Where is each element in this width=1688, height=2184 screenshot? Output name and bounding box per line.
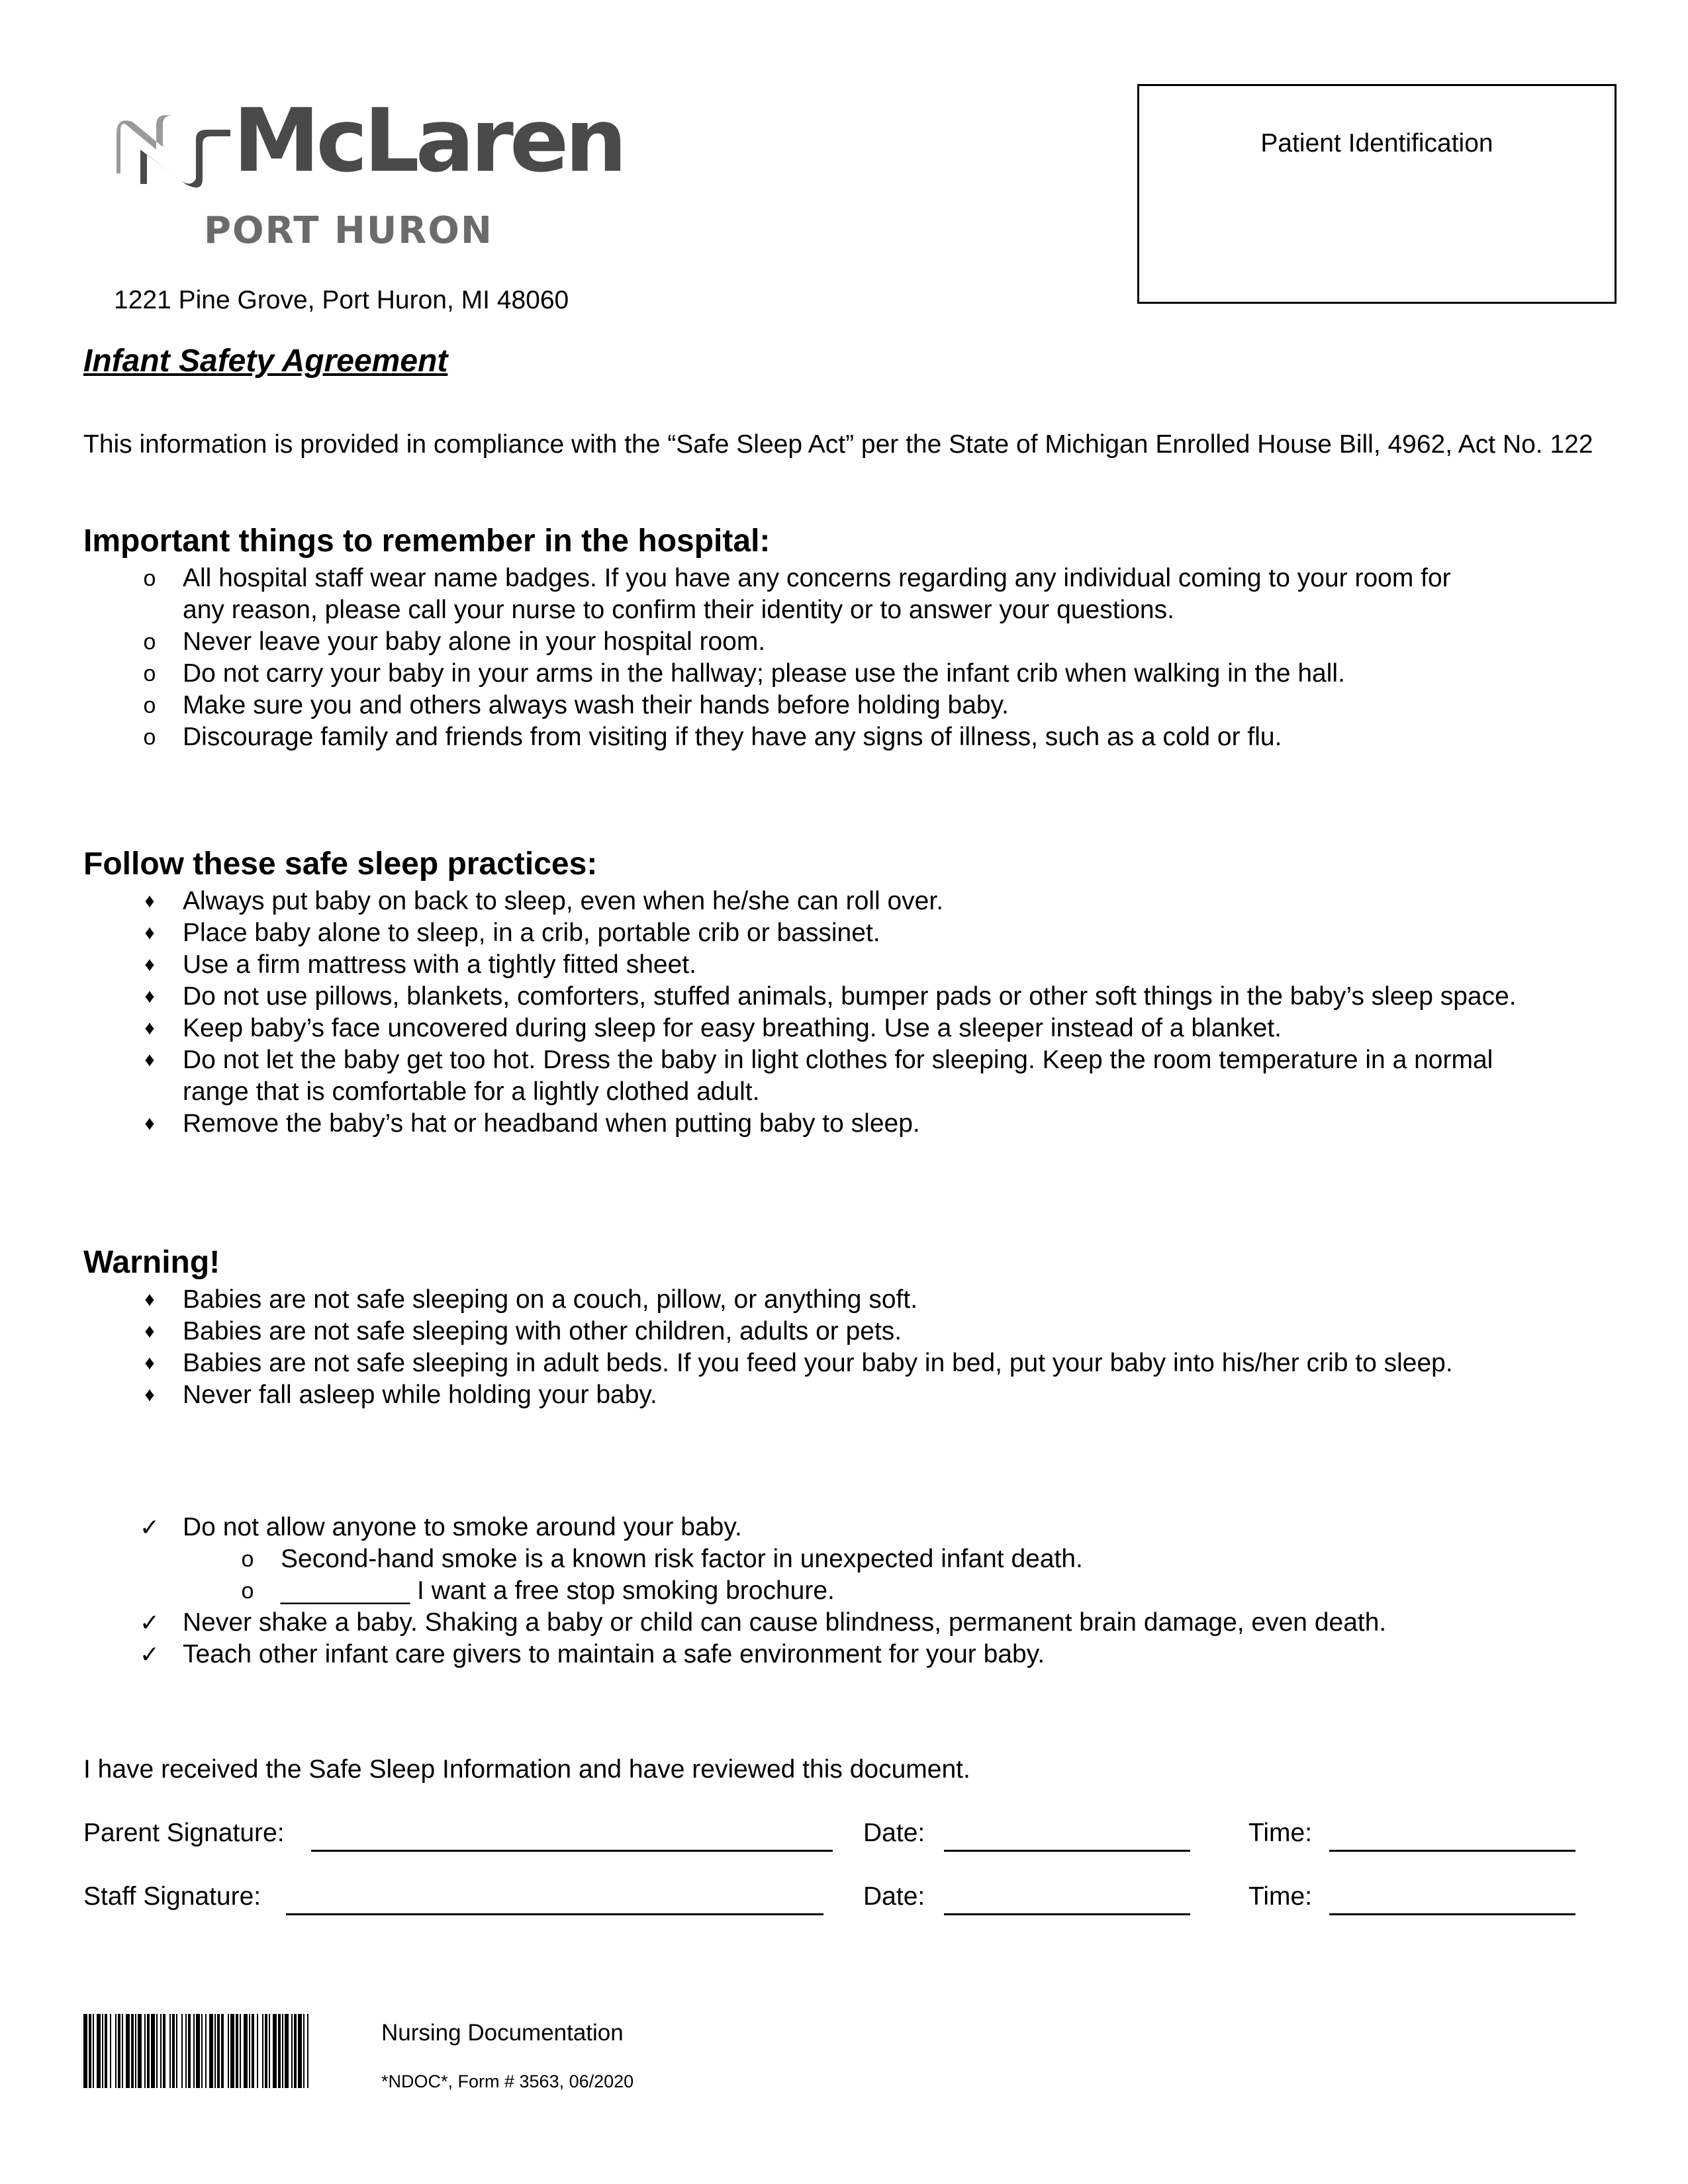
circle-bullet-icon: o [241, 1547, 254, 1572]
list-item-text: Keep baby’s face uncovered during sleep for easy breathing. Use a sleeper instead of a blanket. [183, 1014, 1282, 1042]
barcode-icon [83, 2014, 308, 2088]
checkmark-icon: ✓ [139, 1641, 160, 1668]
staff-date-field[interactable] [944, 1913, 1190, 1915]
acknowledgment-statement: I have received the Safe Sleep Information and have reviewed this document. [83, 1755, 970, 1784]
hospital-section-heading: Important things to remember in the hospital: [83, 523, 771, 559]
brochure-request-text[interactable]: _________ I want a free stop smoking brochure. [281, 1576, 835, 1605]
parent-signature-field[interactable] [311, 1850, 833, 1852]
warning-section-heading: Warning! [83, 1245, 220, 1280]
staff-time-label: Time: [1248, 1882, 1313, 1911]
diamond-bullet-icon: ♦ [144, 954, 155, 976]
checkmark-icon: ✓ [139, 1514, 160, 1541]
list-item [83, 949, 1626, 981]
checklist-item [83, 1512, 1626, 1543]
parent-time-field[interactable] [1329, 1850, 1575, 1852]
diamond-bullet-icon: ♦ [144, 1049, 155, 1071]
list-item-text: Place baby alone to sleep, in a crib, portable crib or bassinet. [183, 919, 880, 947]
list-item-text: Do not carry your baby in your arms in the hallway; please use the infant crib when walking in the hall. [183, 659, 1345, 688]
safe-sleep-section-heading: Follow these safe sleep practices: [83, 846, 598, 882]
list-item-text: Do not use pillows, blankets, comforters, stuffed animals, bumper pads or other soft things in the baby’s sleep space. [183, 982, 1517, 1011]
list-item-text: Remove the baby’s hat or headband when putting baby to sleep. [183, 1109, 920, 1138]
form-number: *NDOC*, Form # 3563, 06/2020 [381, 2071, 634, 2091]
diamond-bullet-icon: ♦ [144, 1352, 155, 1374]
mclaren-logo [114, 90, 624, 263]
list-item-text: Make sure you and others always wash their hands before holding baby. [183, 691, 1009, 719]
list-item [83, 626, 1507, 658]
barcode-graphic [83, 2014, 308, 2088]
diamond-bullet-icon: ♦ [144, 1320, 155, 1342]
list-item-text: Use a firm mattress with a tightly fitted sheet. [183, 950, 696, 979]
parent-date-label: Date: [863, 1819, 925, 1847]
list-item-text: Never fall asleep while holding your baby. [183, 1381, 657, 1409]
circle-bullet-icon: o [241, 1578, 254, 1604]
diamond-bullet-icon: ♦ [144, 1384, 155, 1406]
checklist-item-text: Do not allow anyone to smoke around your baby. [183, 1513, 742, 1541]
list-item [83, 1379, 1626, 1411]
hospital-list [83, 563, 1507, 753]
checkmark-icon: ✓ [139, 1609, 160, 1636]
checklist-item [83, 1639, 1626, 1670]
list-item [83, 690, 1507, 721]
diamond-bullet-icon: ♦ [144, 1017, 155, 1039]
list-item-text: Discourage family and friends from visiting if they have any signs of illness, such as a cold or flu. [183, 723, 1282, 751]
logo-location: PORT HURON [204, 209, 493, 252]
diamond-bullet-icon: ♦ [144, 922, 155, 944]
list-item [83, 1316, 1626, 1347]
patient-identification-label: Patient Identification [1260, 129, 1493, 158]
diamond-bullet-icon: ♦ [144, 985, 155, 1007]
list-item-text: Babies are not safe sleeping on a couch, pillow, or anything soft. [183, 1285, 918, 1314]
parent-date-field[interactable] [944, 1850, 1190, 1852]
intro-paragraph: This information is provided in compliance with the “Safe Sleep Act” per the State of Michigan Enrolled House Bill, 4962, Act No. 122 [83, 430, 1593, 459]
circle-bullet-icon: o [143, 661, 156, 686]
staff-signature-label: Staff Signature: [83, 1882, 261, 1911]
checklist-item-text: Teach other infant care givers to maintain a safe environment for your baby. [183, 1640, 1045, 1668]
checklist-subitem-brochure [83, 1575, 1626, 1607]
circle-bullet-icon: o [143, 629, 156, 655]
list-item [83, 1013, 1626, 1044]
hospital-address: 1221 Pine Grove, Port Huron, MI 48060 [114, 286, 569, 314]
checklist-subitem-text: Second-hand smoke is a known risk factor in unexpected infant death. [281, 1545, 1083, 1573]
checklist-item-text: Never shake a baby. Shaking a baby or child can cause blindness, permanent brain damage, even death. [183, 1608, 1387, 1637]
safe-sleep-list [83, 886, 1626, 1140]
patient-identification-box [1137, 84, 1617, 304]
list-item [83, 886, 1626, 917]
circle-bullet-icon: o [143, 725, 156, 750]
diamond-bullet-icon: ♦ [144, 890, 155, 912]
list-item-text: Do not let the baby get too hot. Dress the baby in light clothes for sleeping. Keep the room temperature in a normal range that is comfortable for a lightly clothed adult. [183, 1046, 1493, 1106]
staff-time-field[interactable] [1329, 1913, 1575, 1915]
circle-bullet-icon: o [143, 566, 156, 591]
staff-date-label: Date: [863, 1882, 925, 1911]
parent-signature-label: Parent Signature: [83, 1819, 285, 1847]
list-item-text: Babies are not safe sleeping with other children, adults or pets. [183, 1317, 902, 1345]
parent-time-label: Time: [1248, 1819, 1313, 1847]
diamond-bullet-icon: ♦ [144, 1289, 155, 1310]
list-item-text: Never leave your baby alone in your hospital room. [183, 627, 766, 656]
logo-wordmark: McLaren [233, 90, 624, 192]
circle-bullet-icon: o [143, 693, 156, 718]
list-item [83, 721, 1507, 753]
checklist-item [83, 1607, 1626, 1639]
diamond-bullet-icon: ♦ [144, 1113, 155, 1134]
list-item-text: Babies are not safe sleeping in adult beds. If you feed your baby in bed, put your baby into his/her crib to sleep. [183, 1349, 1453, 1377]
checklist [83, 1512, 1626, 1670]
list-item [83, 658, 1507, 690]
list-item-text: Always put baby on back to sleep, even when he/she can roll over. [183, 887, 944, 915]
staff-signature-field[interactable] [286, 1913, 823, 1915]
list-item-text: All hospital staff wear name badges. If you have any concerns regarding any individual coming to your room for any reason, please call your nurse to confirm their identity or to answer your questions. [183, 564, 1451, 624]
list-item [83, 1284, 1626, 1316]
list-item [83, 1108, 1626, 1140]
footer-title: Nursing Documentation [381, 2020, 624, 2046]
list-item [83, 1044, 1626, 1108]
list-item [83, 981, 1626, 1013]
list-item [83, 917, 1626, 949]
document-title: Infant Safety Agreement [83, 343, 448, 379]
list-item [83, 1347, 1626, 1379]
list-item [83, 563, 1507, 626]
mclaren-logo-icon [114, 110, 233, 189]
checklist-subitem [83, 1543, 1626, 1575]
warning-list [83, 1284, 1626, 1411]
